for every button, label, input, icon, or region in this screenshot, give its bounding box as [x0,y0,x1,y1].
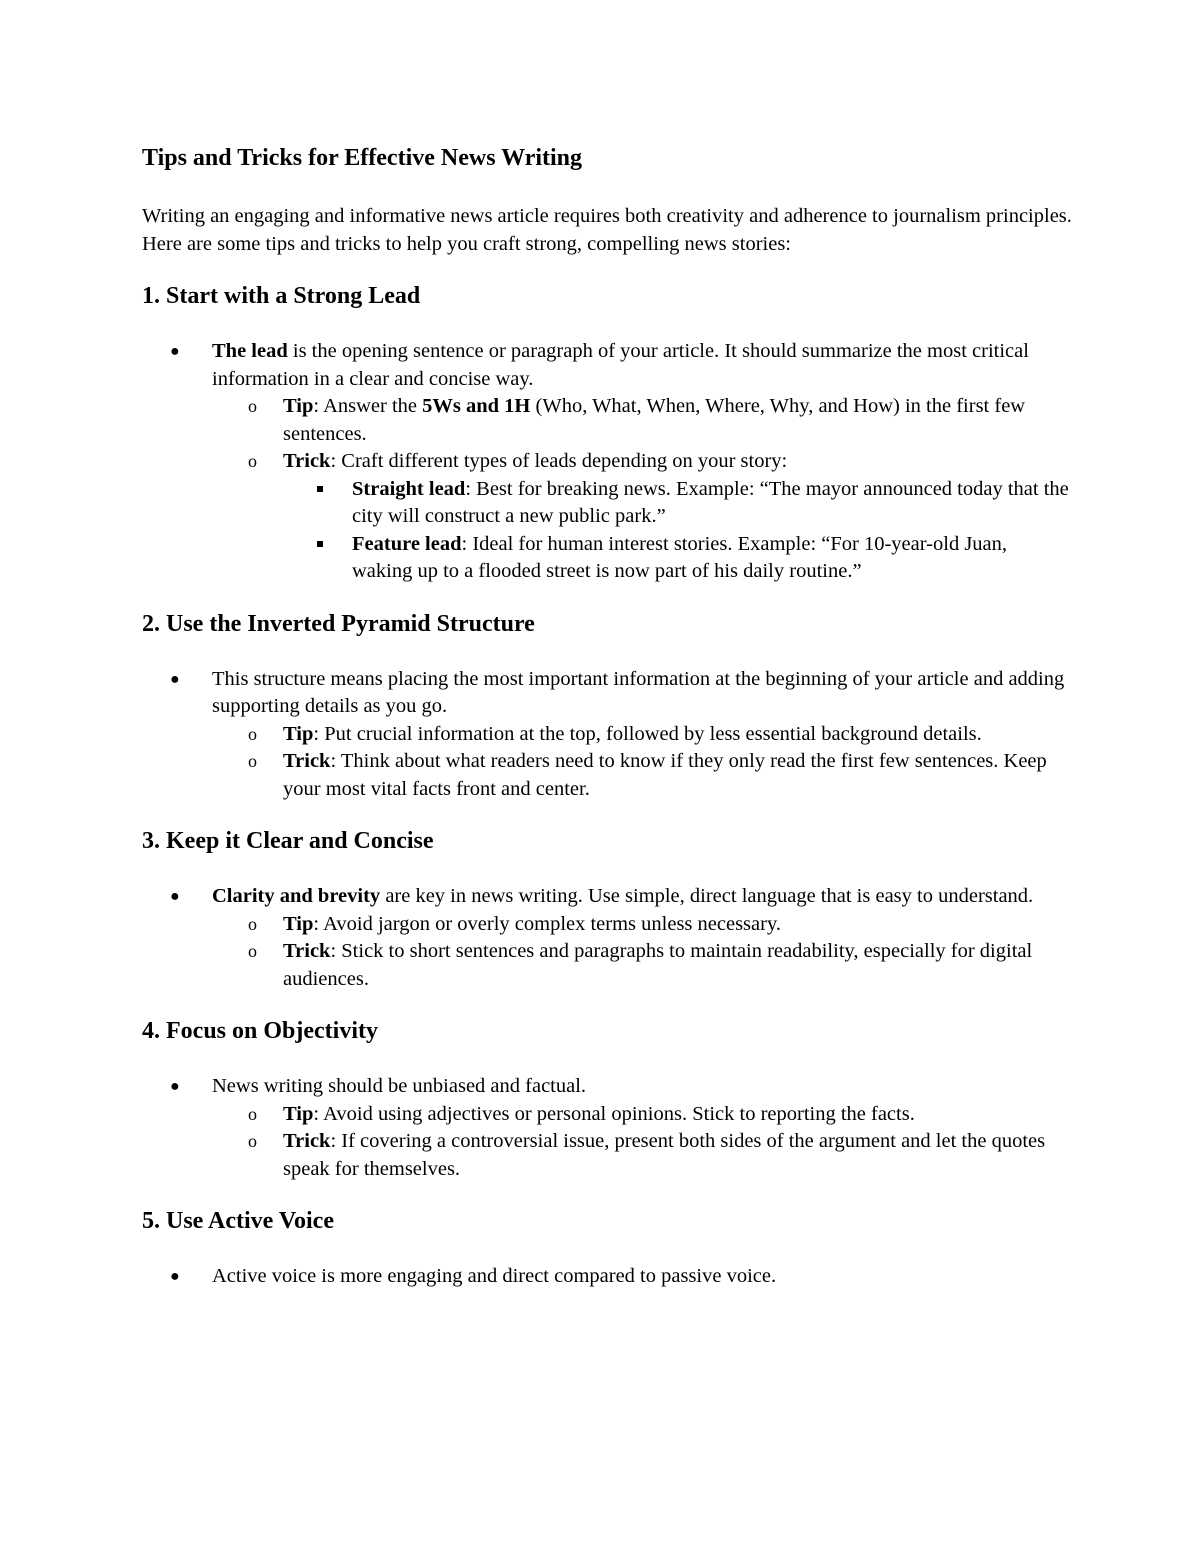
bullet-marker: ● [170,1268,180,1285]
section-5-list [142,1263,1072,1291]
document-title: Tips and Tricks for Effective News Writing [142,145,583,171]
section-heading-4: 4. Focus on Objectivity [142,1018,378,1044]
list-item: ● News writing should be unbiased and factual. o Tip: Avoid using adjectives or personal opinions. Stick to reporting the facts. o Trick: If covering a controversial issue, present both sides of the argument and let the quotes speak for themselves. [142,1073,1072,1183]
section-heading-1: 1. Start with a Strong Lead [142,283,421,309]
list-item: ● This structure means placing the most important information at the beginning of your article and adding supporting details as you go. o Tip: Put crucial information at the top, followed by less essential background details. o Trick: Think about what readers need to know if they only read the first few sentences. Keep your most vital facts front and center. [142,666,1072,804]
list-item: o Tip: Answer the 5Ws and 1H (Who, What, When, Where, Why, and How) in the first few sentences. [248,395,1026,445]
list-item: Feature lead: Ideal for human interest stories. Example: “For 10-year-old Juan, waking up to a flooded street is now part of his daily routine.” [283,531,1072,586]
bullet-marker: o [248,941,257,961]
bullet-marker: o [248,723,257,744]
bullet-marker: ● [170,1078,180,1095]
bullet-marker: o [248,451,257,471]
section-4-list [142,1073,1072,1183]
bullet-marker: ● [170,343,180,360]
bullet-marker: ● [170,888,180,905]
section-heading-5: 5. Use Active Voice [142,1208,334,1234]
bullet-marker: o [248,913,257,934]
list-item: Straight lead: Best for breaking news. Example: “The mayor announced today that the city will construct a new public park.” [283,476,1072,531]
bullet-marker: o [248,751,257,771]
section-heading-2: 2. Use the Inverted Pyramid Structure [142,610,535,637]
section-3-list [142,883,1072,993]
section-heading-3: 3. Keep it Clear and Concise [142,828,434,854]
section-2-list [142,666,1072,804]
square-bullet-icon [317,541,323,547]
document-page [142,140,1072,1313]
section-1-list [142,338,1072,586]
list-item: o Tip: Avoid using adjectives or personal opinions. Stick to reporting the facts. [212,1101,1072,1129]
list-item: ● Active voice is more engaging and direct compared to passive voice. [142,1263,1072,1291]
list-item: o Tip: Avoid jargon or overly complex terms unless necessary. [212,911,1072,939]
list-item: o Trick: Stick to short sentences and paragraphs to maintain readability, especially for digital audiences. [248,940,1033,990]
list-item: o Tip: Put crucial information at the top, followed by less essential background details. [212,721,1072,749]
list-item: ● Clarity and brevity are key in news writing. Use simple, direct language that is easy to understand. o Tip: Avoid jargon or overly complex terms unless necessary. o Trick: Stick to short sentences and paragraphs to maintain readability, especially for digital audiences. [142,883,1072,993]
list-item: ● The lead is the opening sentence or paragraph of your article. It should summarize the most critical information in a clear and concise way. o Tip: Answer the 5Ws and 1H (Who, What, When, Where, Why, and How) in the first few sentences. o Trick: Craft different types of leads depending on your story: Straight lead: Best for breaking news. Example: “The mayor announced today that the city will construct a new public park.” Feature lead: Ideal for human interest stories. Example: “For 10-year-old Juan, waking up to a flooded street is now part of his daily routine.” [142,338,1072,586]
list-item: o Trick: Think about what readers need to know if they only read the first few sentences. Keep your most vital facts front and center. [248,750,1047,800]
bullet-marker: o [248,1103,257,1124]
bullet-marker: o [248,1131,257,1151]
intro-paragraph: Writing an engaging and informative news article requires both creativity and adherence to journalism principles. Here are some tips and tricks to help you craft strong, compelling news stories: [142,205,1072,255]
bullet-marker: ● [170,670,180,688]
list-item: o Trick: Craft different types of leads depending on your story: Straight lead: Best for breaking news. Example: “The mayor announced today that the city will construct a new public park.” Feature lead: Ideal for human interest stories. Example: “For 10-year-old Juan, waking up to a flooded street is now part of his daily routine.” [212,448,1072,586]
square-bullet-icon [317,486,323,492]
list-item: o Trick: If covering a controversial issue, present both sides of the argument and let the quotes speak for themselves. [248,1130,1046,1180]
bullet-marker: o [248,396,257,416]
